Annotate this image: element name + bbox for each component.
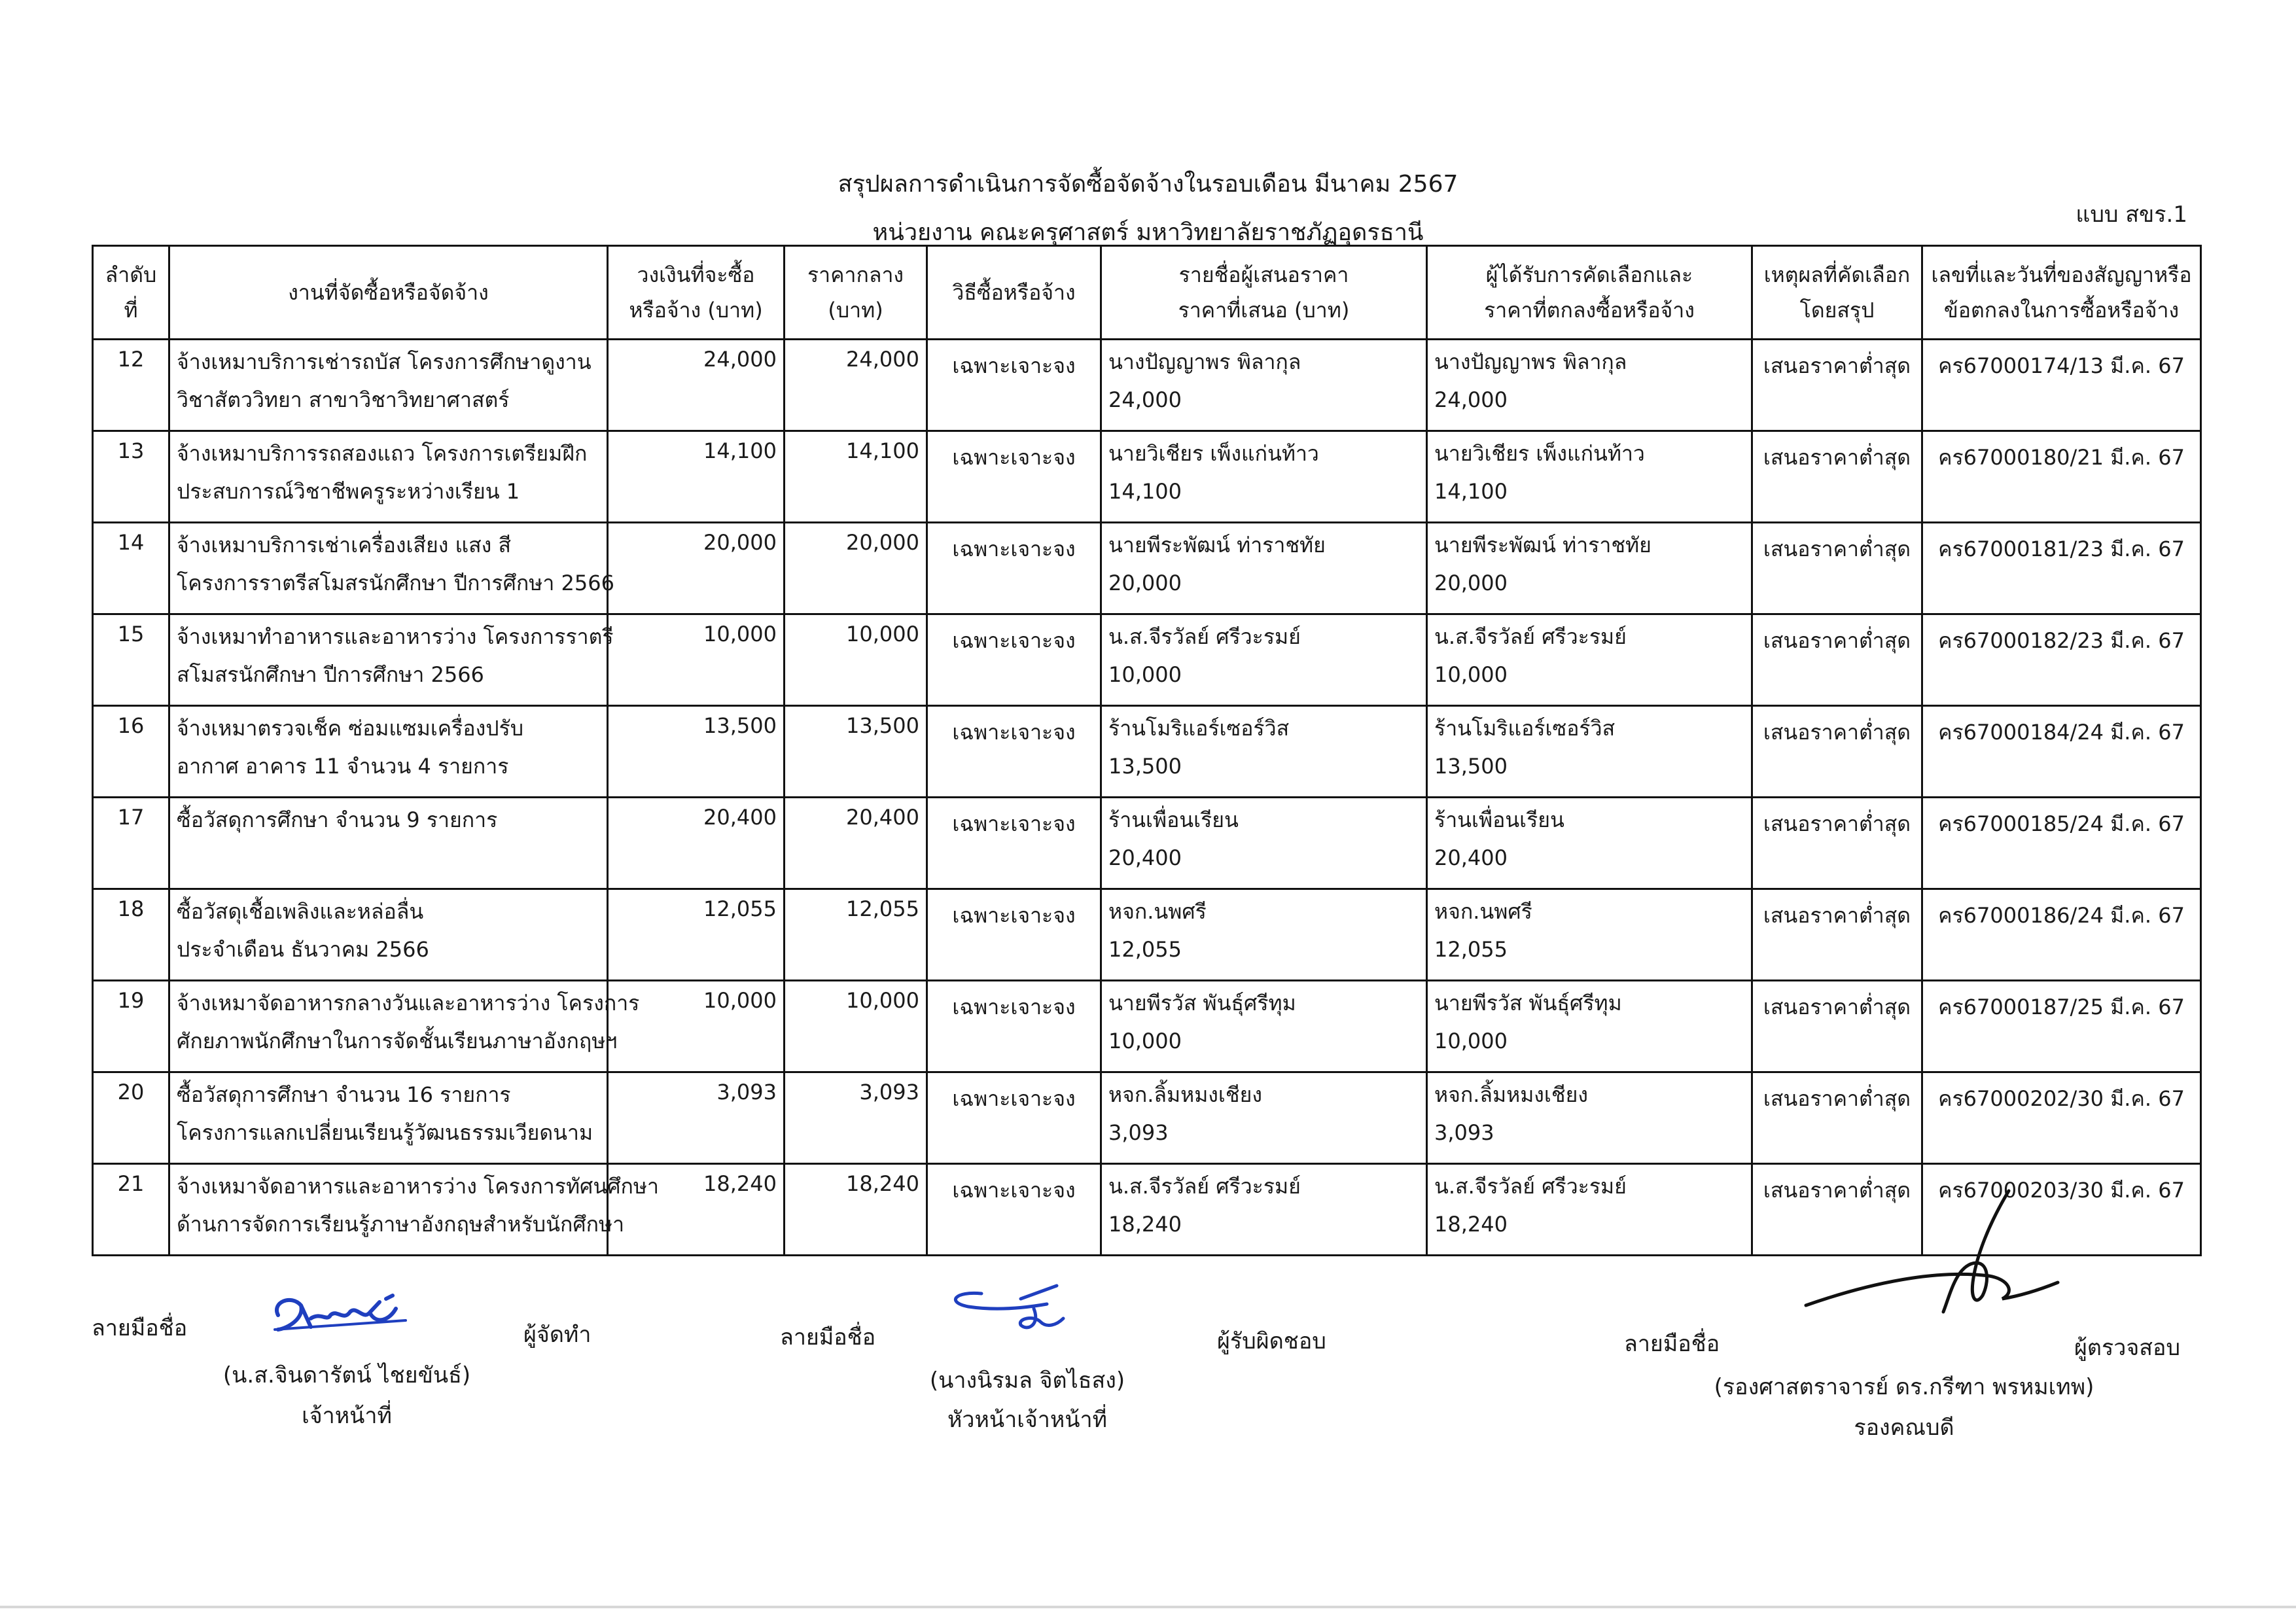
cell-median-price: 10,000: [785, 614, 927, 706]
cell-work: ซื้อวัสดุเชื้อเพลิงและหล่อลื่น ประจำเดือน ธันวาคม 2566: [169, 889, 608, 981]
cell-median-price: 24,000: [785, 340, 927, 431]
cell-budget: 14,100: [608, 431, 785, 523]
cell-method: เฉพาะเจาะจง: [927, 1072, 1101, 1164]
cell-bidder: นายพีรวัส พันธุ์ศรีทุม 10,000: [1101, 981, 1427, 1072]
signatory-name-2: (นางนิรมล จิตไธสง): [929, 1368, 1125, 1394]
col-header-bidders: รายชื่อผู้เสนอราคา ราคาที่เสนอ (บาท): [1101, 246, 1427, 340]
col-header-winner: ผู้ได้รับการคัดเลือกและ ราคาที่ตกลงซื้อหรือจ้าง: [1427, 246, 1752, 340]
signature-role-2: ผู้รับผิดชอบ: [1217, 1328, 1326, 1354]
signature-2-image: [942, 1279, 1086, 1341]
cell-method: เฉพาะเจาะจง: [927, 340, 1101, 431]
signature-role-3: ผู้ตรวจสอบ: [2074, 1335, 2181, 1361]
cell-winner: ร้านเพื่อนเรียน 20,400: [1427, 798, 1752, 889]
table-row: [93, 798, 2201, 889]
cell-no: 13: [93, 431, 169, 523]
signature-label-1: ลายมือชื่อ: [92, 1315, 188, 1341]
cell-bidder: หจก.ลิ้มหมงเชียง 3,093: [1101, 1072, 1427, 1164]
cell-method: เฉพาะเจาะจง: [927, 523, 1101, 614]
cell-contract: คร67000203/30 มี.ค. 67: [1922, 1164, 2201, 1256]
cell-reason: เสนอราคาต่ำสุด: [1752, 1072, 1922, 1164]
cell-contract: คร67000181/23 มี.ค. 67: [1922, 523, 2201, 614]
cell-work: จ้างเหมาบริการเช่าเครื่องเสียง แสง สี โครงการราตรีสโมสรนักศึกษา ปีการศึกษา 2566: [169, 523, 608, 614]
col-header-method: วิธีซื้อหรือจ้าง: [927, 246, 1101, 340]
table-row: [93, 431, 2201, 523]
cell-median-price: 3,093: [785, 1072, 927, 1164]
cell-winner: น.ส.จีรวัลย์ ศรีวะรมย์ 10,000: [1427, 614, 1752, 706]
cell-contract: คร67000202/30 มี.ค. 67: [1922, 1072, 2201, 1164]
cell-budget: 18,240: [608, 1164, 785, 1256]
signature-role-1: ผู้จัดทำ: [523, 1322, 592, 1348]
cell-contract: คร67000186/24 มี.ค. 67: [1922, 889, 2201, 981]
cell-no: 15: [93, 614, 169, 706]
cell-work: จ้างเหมาจัดอาหารกลางวันและอาหารว่าง โครงการ ศักยภาพนักศึกษาในการจัดชั้นเรียนภาษาอังกฤษฯ: [169, 981, 608, 1072]
cell-contract: คร67000180/21 มี.ค. 67: [1922, 431, 2201, 523]
cell-bidder: ร้านเพื่อนเรียน 20,400: [1101, 798, 1427, 889]
col-header-reason: เหตุผลที่คัดเลือก โดยสรุป: [1752, 246, 1922, 340]
cell-budget: 10,000: [608, 614, 785, 706]
cell-budget: 20,400: [608, 798, 785, 889]
cell-reason: เสนอราคาต่ำสุด: [1752, 981, 1922, 1072]
signatory-name-3: (รองศาสตราจารย์ ดร.กรีฑา พรหมเทพ): [1714, 1374, 2094, 1400]
cell-budget: 3,093: [608, 1072, 785, 1164]
cell-reason: เสนอราคาต่ำสุด: [1752, 431, 1922, 523]
cell-work: ซื้อวัสดุการศึกษา จำนวน 16 รายการ โครงการแลกเปลี่ยนเรียนรู้วัฒนธรรมเวียดนาม: [169, 1072, 608, 1164]
cell-contract: คร67000182/23 มี.ค. 67: [1922, 614, 2201, 706]
signature-label-2: ลายมือชื่อ: [780, 1324, 876, 1350]
col-header-budget: วงเงินที่จะซื้อ หรือจ้าง (บาท): [608, 246, 785, 340]
cell-reason: เสนอราคาต่ำสุด: [1752, 798, 1922, 889]
cell-no: 20: [93, 1072, 169, 1164]
cell-work: จ้างเหมาบริการรถสองแถว โครงการเตรียมฝึก ประสบการณ์วิชาชีพครูระหว่างเรียน 1: [169, 431, 608, 523]
cell-no: 14: [93, 523, 169, 614]
cell-method: เฉพาะเจาะจง: [927, 1164, 1101, 1256]
table-row: [93, 981, 2201, 1072]
signatory-position-1: เจ้าหน้าที่: [302, 1403, 392, 1429]
cell-winner: นายพีรวัส พันธุ์ศรีทุม 10,000: [1427, 981, 1752, 1072]
col-header-work: งานที่จัดซื้อหรือจัดจ้าง: [169, 246, 608, 340]
cell-work: ซื้อวัสดุการศึกษา จำนวน 9 รายการ: [169, 798, 608, 889]
cell-reason: เสนอราคาต่ำสุด: [1752, 889, 1922, 981]
signatory-position-2: หัวหน้าเจ้าหน้าที่: [947, 1407, 1108, 1433]
cell-bidder: หจก.นพศรี 12,055: [1101, 889, 1427, 981]
col-header-no: ลำดับ ที่: [93, 246, 169, 340]
table-row: [93, 614, 2201, 706]
cell-method: เฉพาะเจาะจง: [927, 798, 1101, 889]
cell-winner: หจก.นพศรี 12,055: [1427, 889, 1752, 981]
cell-method: เฉพาะเจาะจง: [927, 889, 1101, 981]
cell-no: 16: [93, 706, 169, 798]
cell-budget: 20,000: [608, 523, 785, 614]
cell-budget: 10,000: [608, 981, 785, 1072]
cell-median-price: 20,000: [785, 523, 927, 614]
form-code: แบบ สขร.1: [2075, 202, 2187, 228]
cell-winner: นางปัญญาพร พิลากุล 24,000: [1427, 340, 1752, 431]
cell-no: 12: [93, 340, 169, 431]
cell-winner: ร้านโมริแอร์เซอร์วิส 13,500: [1427, 706, 1752, 798]
cell-reason: เสนอราคาต่ำสุด: [1752, 523, 1922, 614]
cell-reason: เสนอราคาต่ำสุด: [1752, 706, 1922, 798]
cell-budget: 12,055: [608, 889, 785, 981]
cell-contract: คร67000184/24 มี.ค. 67: [1922, 706, 2201, 798]
cell-method: เฉพาะเจาะจง: [927, 981, 1101, 1072]
cell-method: เฉพาะเจาะจง: [927, 614, 1101, 706]
cell-work: จ้างเหมาตรวจเช็ค ซ่อมแซมเครื่องปรับ อากาศ อาคาร 11 จำนวน 4 รายการ: [169, 706, 608, 798]
cell-median-price: 20,400: [785, 798, 927, 889]
table-row: [93, 1072, 2201, 1164]
table-row: [93, 340, 2201, 431]
cell-winner: หจก.ลิ้มหมงเชียง 3,093: [1427, 1072, 1752, 1164]
col-header-contract: เลขที่และวันที่ของสัญญาหรือ ข้อตกลงในการซื้อหรือจ้าง: [1922, 246, 2201, 340]
table-row: [93, 889, 2201, 981]
signature-label-3: ลายมือชื่อ: [1624, 1331, 1720, 1357]
cell-work: จ้างเหมาทำอาหารและอาหารว่าง โครงการราตรี สโมสรนักศึกษา ปีการศึกษา 2566: [169, 614, 608, 706]
cell-bidder: นายวิเชียร เพ็งแก่นท้าว 14,100: [1101, 431, 1427, 523]
cell-reason: เสนอราคาต่ำสุด: [1752, 614, 1922, 706]
cell-median-price: 10,000: [785, 981, 927, 1072]
cell-bidder: น.ส.จีรวัลย์ ศรีวะรมย์ 10,000: [1101, 614, 1427, 706]
cell-winner: น.ส.จีรวัลย์ ศรีวะรมย์ 18,240: [1427, 1164, 1752, 1256]
col-header-median-price: ราคากลาง (บาท): [785, 246, 927, 340]
cell-median-price: 14,100: [785, 431, 927, 523]
cell-median-price: 18,240: [785, 1164, 927, 1256]
procurement-table: [92, 245, 2202, 1256]
cell-method: เฉพาะเจาะจง: [927, 706, 1101, 798]
cell-work: จ้างเหมาจัดอาหารและอาหารว่าง โครงการทัศนศึกษา ด้านการจัดการเรียนรู้ภาษาอังกฤษสำหรับนักศึกษา: [169, 1164, 608, 1256]
cell-contract: คร67000185/24 มี.ค. 67: [1922, 798, 2201, 889]
cell-no: 19: [93, 981, 169, 1072]
cell-median-price: 13,500: [785, 706, 927, 798]
cell-budget: 13,500: [608, 706, 785, 798]
cell-bidder: นายพีระพัฒน์ ท่าราชทัย 20,000: [1101, 523, 1427, 614]
cell-method: เฉพาะเจาะจง: [927, 431, 1101, 523]
cell-reason: เสนอราคาต่ำสุด: [1752, 1164, 1922, 1256]
signature-1-image: [265, 1289, 415, 1341]
signatory-position-3: รองคณบดี: [1854, 1415, 1954, 1441]
cell-no: 18: [93, 889, 169, 981]
cell-bidder: ร้านโมริแอร์เซอร์วิส 13,500: [1101, 706, 1427, 798]
cell-bidder: น.ส.จีรวัลย์ ศรีวะรมย์ 18,240: [1101, 1164, 1427, 1256]
department-subtitle: หน่วยงาน คณะครุศาสตร์ มหาวิทยาลัยราชภัฏอุดรธานี: [872, 219, 1424, 246]
table-row: [93, 706, 2201, 798]
cell-winner: นายพีระพัฒน์ ท่าราชทัย 20,000: [1427, 523, 1752, 614]
table-row: [93, 523, 2201, 614]
cell-bidder: นางปัญญาพร พิลากุล 24,000: [1101, 340, 1427, 431]
cell-budget: 24,000: [608, 340, 785, 431]
signature-3-image: [1793, 1184, 2068, 1322]
signatory-name-1: (น.ส.จินดารัตน์ ไชยขันธ์): [222, 1362, 471, 1388]
cell-contract: คร67000187/25 มี.ค. 67: [1922, 981, 2201, 1072]
cell-reason: เสนอราคาต่ำสุด: [1752, 340, 1922, 431]
cell-median-price: 12,055: [785, 889, 927, 981]
cell-no: 17: [93, 798, 169, 889]
table-header-row: [93, 246, 2201, 340]
cell-winner: นายวิเชียร เพ็งแก่นท้าว 14,100: [1427, 431, 1752, 523]
cell-no: 21: [93, 1164, 169, 1256]
page-title: สรุปผลการดำเนินการจัดซื้อจัดจ้างในรอบเดือน มีนาคม 2567: [838, 171, 1458, 198]
cell-contract: คร67000174/13 มี.ค. 67: [1922, 340, 2201, 431]
scan-edge-line: [0, 1606, 2296, 1608]
cell-work: จ้างเหมาบริการเช่ารถบัส โครงการศึกษาดูงาน วิชาสัตววิทยา สาขาวิชาวิทยาศาสตร์: [169, 340, 608, 431]
